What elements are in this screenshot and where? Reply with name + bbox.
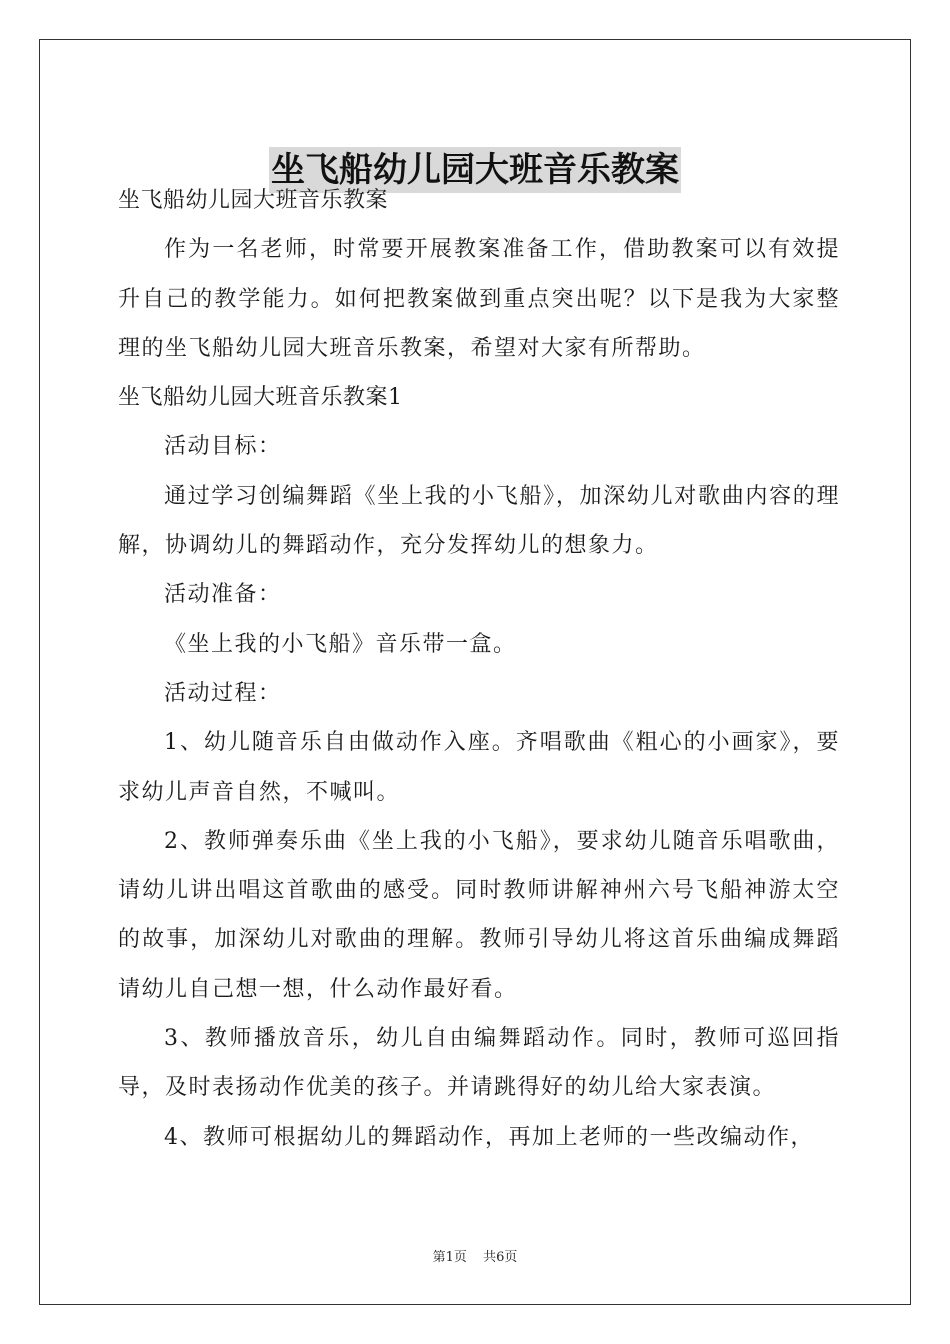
paragraph-subtitle: 坐飞船幼儿园大班音乐教案 bbox=[118, 188, 389, 213]
paragraph-step-1: 1、幼儿随音乐自由做动作入座。齐唱歌曲《粗心的小画家》，要求幼儿声音自然，不喊叫。 bbox=[118, 730, 840, 805]
paragraph-process-heading: 活动过程： bbox=[164, 680, 282, 706]
document-body bbox=[118, 176, 840, 1162]
paragraph-step-2: 2、教师弹奏乐曲《坐上我的小飞船》，要求幼儿随音乐唱歌曲，请幼儿讲出唱这首歌曲的感受。同时教师讲解神州六号飞船神游太空的故事，加深幼儿对歌曲的理解。教师引导幼儿将这首乐曲编成舞蹈请幼儿自己想一想，什么动作最好看。 bbox=[118, 828, 840, 1002]
paragraph-intro: 作为一名老师，时常要开展教案准备工作，借助教案可以有效提升自己的教学能力。如何把教案做到重点突出呢？以下是我为大家整理的坐飞船幼儿园大班音乐教案，希望对大家有所帮助。 bbox=[118, 237, 840, 361]
page-footer bbox=[0, 1246, 950, 1265]
paragraph-goal: 通过学习创编舞蹈《坐上我的小飞船》，加深幼儿对歌曲内容的理解，协调幼儿的舞蹈动作，充分发挥幼儿的想象力。 bbox=[118, 483, 840, 559]
paragraph-section-heading: 坐飞船幼儿园大班音乐教案1 bbox=[118, 385, 403, 411]
document-title: 坐飞船幼儿园大班音乐教案 bbox=[269, 147, 681, 193]
paragraph-prep: 《坐上我的小飞船》音乐带一盒。 bbox=[164, 631, 517, 657]
paragraph-step-3: 3、教师播放音乐，幼儿自由编舞蹈动作。同时，教师可巡回指导，及时表扬动作优美的孩子。并请跳得好的幼儿给大家表演。 bbox=[118, 1026, 840, 1101]
page-number: 第1页 bbox=[432, 1250, 467, 1265]
paragraph-goal-heading: 活动目标： bbox=[164, 434, 282, 460]
paragraph-prep-heading: 活动准备： bbox=[164, 582, 282, 608]
page-total: 共6页 bbox=[483, 1250, 518, 1265]
paragraph-step-4: 4、教师可根据幼儿的舞蹈动作，再加上老师的一些改编动作， bbox=[164, 1124, 814, 1150]
